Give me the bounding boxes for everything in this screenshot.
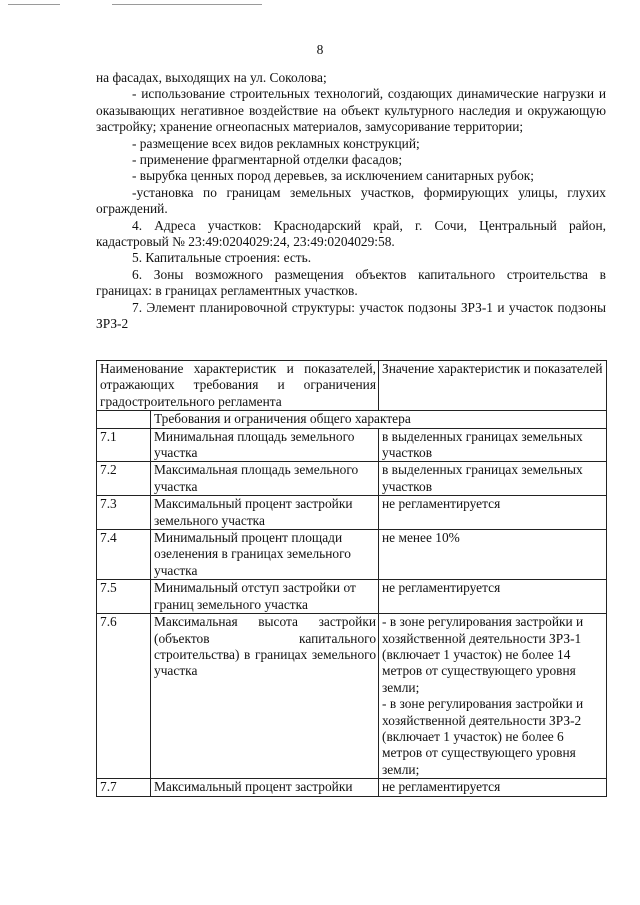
paragraph: - вырубка ценных пород деревьев, за исключением санитарных рубок;: [132, 168, 535, 184]
row-number: 7.5: [97, 580, 151, 614]
paragraph: 7. Элемент планировочной структуры: участок подзоны ЗРЗ-1 и участок подзоны ЗРЗ-2: [96, 299, 606, 332]
paragraph: на фасадах, выходящих на ул. Соколова;: [96, 70, 327, 85]
row-name: Максимальная высота застройки (объектов капитального строительства) в границах земельного участка: [151, 614, 379, 779]
row-value: в выделенных границах земельных участков: [379, 428, 607, 462]
regulations-table: [96, 360, 607, 797]
table-row: [97, 496, 607, 530]
header-value: Значение характеристик и показателей: [379, 361, 607, 411]
table-cell: [97, 411, 151, 428]
row-value: не менее 10%: [379, 530, 607, 580]
table-row: [97, 462, 607, 496]
row-name: Максимальный процент застройки земельного участка: [151, 496, 379, 530]
row-number: 7.3: [97, 496, 151, 530]
table-row: [97, 779, 607, 796]
paragraph: 5. Капитальные строения: есть.: [132, 250, 312, 266]
row-number: 7.6: [97, 614, 151, 779]
paragraph: 4. Адреса участков: Краснодарский край, г. Сочи, Центральный район, кадастровый № 23:49:0204029:24, 23:49:0204029:58.: [96, 217, 606, 250]
paragraph: - использование строительных технологий, создающих динамические нагрузки и оказывающих негативное воздействие на объект культурного наследия и окружающую застройку; хранение огнеопасных материалов, замусоривание территории;: [96, 86, 606, 135]
row-number: 7.7: [97, 779, 151, 796]
row-name: Максимальная площадь земельного участка: [151, 462, 379, 496]
row-number: 7.2: [97, 462, 151, 496]
table-section-row: [97, 411, 607, 428]
row-value: не регламентируется: [379, 496, 607, 530]
row-name: Минимальная площадь земельного участка: [151, 428, 379, 462]
section-title: Требования и ограничения общего характера: [151, 411, 607, 428]
paragraph: - применение фрагментарной отделки фасадов;: [132, 152, 403, 168]
paragraph: -установка по границам земельных участков, формирующих улицы, глухих ограждений.: [96, 184, 606, 217]
paragraph: 6. Зоны возможного размещения объектов капитального строительства в границах: в границах регламентных участков.: [96, 266, 606, 299]
row-value: - в зоне регулирования застройки и хозяйственной деятельности ЗРЗ-1 (включает 1 участок) не более 14 метров от существующего уровня земли; - в зоне регулирования застройки и хозяйственной деятельности ЗРЗ-2 (включает 1 участок) не более 6 метров от существующего уровня земли;: [379, 614, 607, 779]
table-row: [97, 614, 607, 779]
row-number: 7.1: [97, 428, 151, 462]
body-text: [96, 70, 606, 333]
row-name: Минимальный процент площади озеленения в границах земельного участка: [151, 530, 379, 580]
table-row: [97, 530, 607, 580]
table-row: [97, 428, 607, 462]
table-row: [97, 580, 607, 614]
row-value: не регламентируется: [379, 580, 607, 614]
row-name: Максимальный процент застройки: [151, 779, 379, 796]
row-number: 7.4: [97, 530, 151, 580]
row-value: не регламентируется: [379, 779, 607, 796]
table-header-row: [97, 361, 607, 411]
row-name: Минимальный отступ застройки от границ земельного участка: [151, 580, 379, 614]
scan-top-line-right: [112, 4, 262, 5]
page-number: 8: [316, 42, 324, 57]
row-value: в выделенных границах земельных участков: [379, 462, 607, 496]
header-characteristic: Наименование характеристик и показателей, отражающих требования и ограничения градостроительного регламента: [97, 361, 379, 411]
scan-top-line-left: [8, 4, 60, 5]
paragraph: - размещение всех видов рекламных конструкций;: [132, 135, 420, 151]
